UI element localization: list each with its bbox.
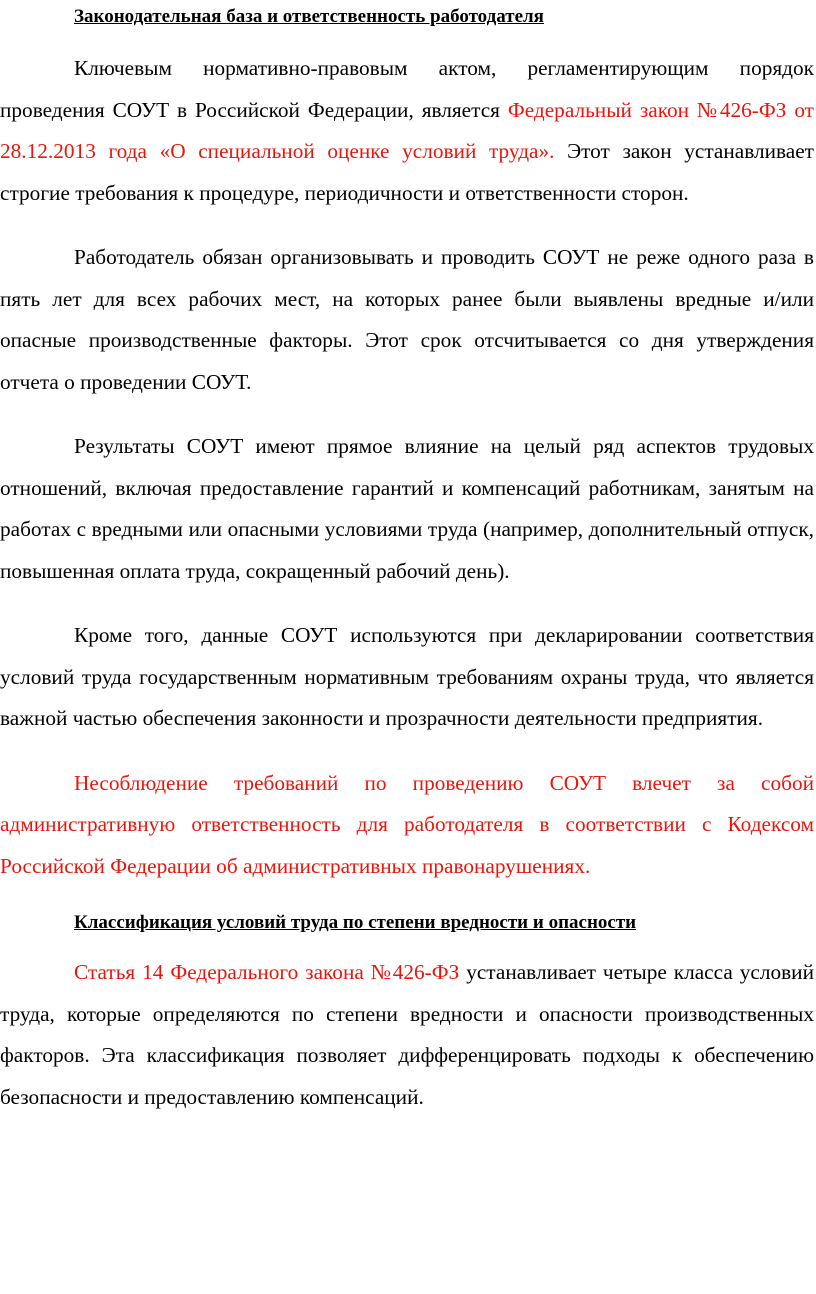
paragraph-liability-highlight: Несоблюдение требований по проведению СОУТ влечет за собой административную ответственность для работодателя в соответствии с Кодексом Российской Федерации об административных правонарушениях. (0, 770, 814, 878)
paragraph-results-impact: Результаты СОУТ имеют прямое влияние на целый ряд аспектов трудовых отношений, включая предоставление гарантий и компенсаций работникам, занятым на работах с вредными или опасными условиями труда (например, дополнительный отпуск, повышенная оплата труда, сокращенный рабочий день). (0, 434, 814, 583)
paragraph-declaration: Кроме того, данные СОУТ используются при декларировании соответствия условий труда государственным нормативным требованиям охраны труда, что является важной частью обеспечения законности и прозрачности деятельности предприятия. (0, 623, 814, 730)
section-heading-legal-basis: Законодательная база и ответственность работодателя (74, 6, 544, 27)
section-heading-classification: Классификация условий труда по степени вредности и опасности (74, 912, 637, 933)
paragraph-classification-text: устанавливает четыре класса условий труда, которые определяются по степени вредности и опасности производственных факторов. Эта классификация позволяет дифференцировать подходы к обеспечению безопасности и предоставлению компенсаций. (0, 960, 814, 1109)
paragraph-key-act-text-end: Этот закон устанавливает строгие требования к процедуре, периодичности и ответственности сторон. (0, 139, 814, 205)
article-reference-highlight: Статья 14 Федерального закона №426-ФЗ (74, 960, 460, 984)
paragraph-classification (0, 952, 814, 1118)
paragraph-key-act-text: Ключевым нормативно-правовым актом, регламентирующим порядок проведения СОУТ в Российской Федерации, является (0, 56, 814, 122)
paragraph-key-act (0, 48, 814, 214)
paragraph-employer-duty: Работодатель обязан организовывать и проводить СОУТ не реже одного раза в пять лет для всех рабочих мест, на которых ранее были выявлены вредные и/или опасные производственные факторы. Этот срок отсчитывается со дня утверждения отчета о проведении СОУТ. (0, 245, 814, 394)
law-reference-highlight: Федеральный закон №426-ФЗ от 28.12.2013 года «О специальной оценке условий труда». (0, 97, 814, 163)
